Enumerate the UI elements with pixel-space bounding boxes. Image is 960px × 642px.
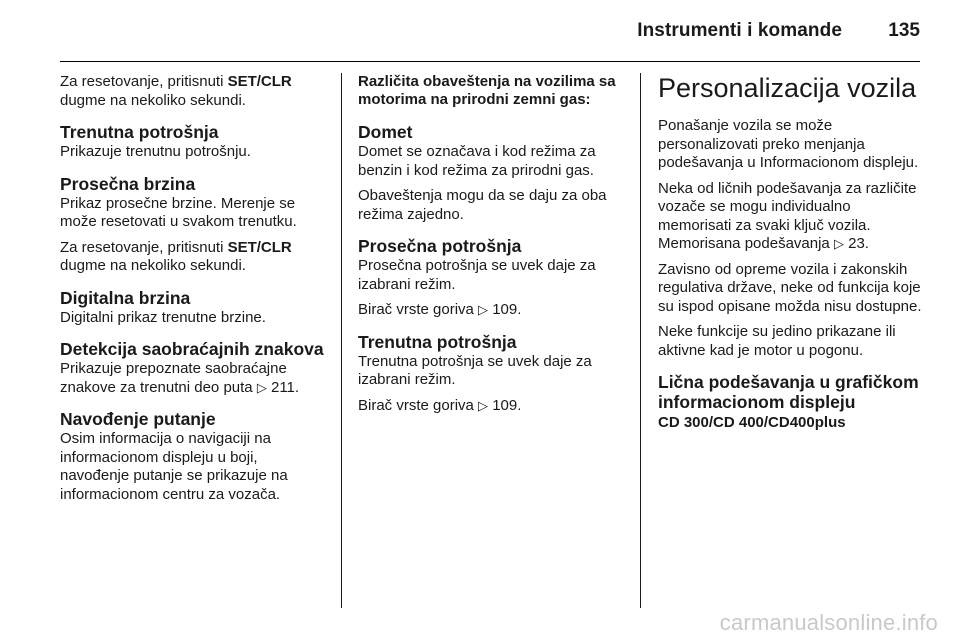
reference-arrow-icon: ▷	[833, 236, 844, 251]
page-reference[interactable]: 23.	[848, 235, 869, 252]
section-heading: Detekcija saobraćajnih znakova	[60, 339, 324, 359]
section-heading: Lična podešavanja u grafičkom informacionom displeju	[658, 372, 919, 412]
page-number: 135	[888, 20, 920, 41]
subheading: CD 300/CD 400/CD400plus	[658, 414, 846, 431]
reference-arrow-icon: ▷	[478, 397, 489, 413]
key-label: SET/CLR	[227, 73, 292, 90]
paragraph: Prosečna potrošnja se uvek daje za izabrani režim.	[358, 257, 596, 293]
reference-arrow-icon: ▷	[478, 302, 489, 317]
page-reference[interactable]: 109.	[492, 301, 522, 318]
header-rule	[60, 61, 920, 62]
paragraph: Prikaz prosečne brzine. Merenje se može resetovati u svakom trenutku.	[60, 194, 297, 230]
paragraph: Prikazuje trenutnu potrošnju.	[60, 143, 251, 160]
section-heading: Prosečna brzina	[60, 173, 196, 194]
column-middle	[358, 73, 624, 422]
paragraph: Ponašanje vozila se može personalizovati preko menjanja podešavanja u Informacionom displeju.	[658, 117, 919, 171]
key-label: SET/CLR	[227, 238, 292, 256]
column-right	[658, 73, 926, 440]
paragraph: Obaveštenja mogu da se daju za oba režima zajedno.	[358, 187, 607, 223]
chapter-title: Instrumenti i komande	[637, 20, 842, 41]
section-heading: Digitalna brzina	[60, 287, 191, 308]
page-reference[interactable]: 211.	[270, 378, 300, 396]
lead-text: Različita obaveštenja na vozilima sa motorima na prirodni zemni gas:	[358, 73, 616, 108]
page-header	[60, 0, 920, 62]
section-heading: Prosečna potrošnja	[358, 236, 522, 256]
paragraph: Digitalni prikaz trenutne brzine.	[60, 308, 266, 326]
reference-arrow-icon: ▷	[256, 379, 267, 395]
column-left	[60, 73, 330, 511]
section-heading: Navođenje putanje	[60, 409, 216, 429]
paragraph: Za resetovanje, pritisnuti SET/CLR dugme na nekoliko sekundi.	[60, 73, 292, 109]
paragraph: Neke funkcije su jedino prikazane ili aktivne kad je motor u pogonu.	[658, 323, 896, 359]
paragraph: Zavisno od opreme vozila i zakonskih regulativa države, neke od funkcija koje su ispod opisane možda nisu dostupne.	[658, 260, 922, 315]
paragraph: Neka od ličnih podešavanja za različite vozače se mogu individualno memorisati za svaki ključ vozila. Memorisana podešavanja ▷ 23.	[658, 179, 917, 252]
paragraph: Birač vrste goriva ▷ 109.	[358, 301, 522, 318]
paragraph: Birač vrste goriva ▷ 109.	[358, 396, 522, 414]
paragraph: Za resetovanje, pritisnuti SET/CLR dugme na nekoliko sekundi.	[60, 238, 292, 274]
page-reference[interactable]: 109.	[492, 396, 522, 414]
paragraph: Osim informacija o navigaciji na informacionom displeju u boji, navođenje putanje se prikazuje na informacionom centru za vozača.	[60, 430, 288, 503]
chapter-heading: Personalizacija vozila	[658, 73, 917, 103]
column-divider	[341, 73, 342, 608]
column-divider	[640, 73, 641, 608]
paragraph: Prikazuje prepoznate saobraćajne znakove za trenutni deo puta ▷ 211.	[60, 360, 300, 396]
watermark: carmanualsonline.info	[719, 610, 938, 635]
section-heading: Domet	[358, 122, 413, 142]
paragraph: Trenutna potrošnja se uvek daje za izabrani režim.	[358, 352, 592, 388]
paragraph: Domet se označava i kod režima za benzin i kod režima za prirodni gas.	[358, 143, 596, 179]
section-heading: Trenutna potrošnja	[60, 122, 219, 142]
section-heading: Trenutna potrošnja	[358, 331, 517, 352]
